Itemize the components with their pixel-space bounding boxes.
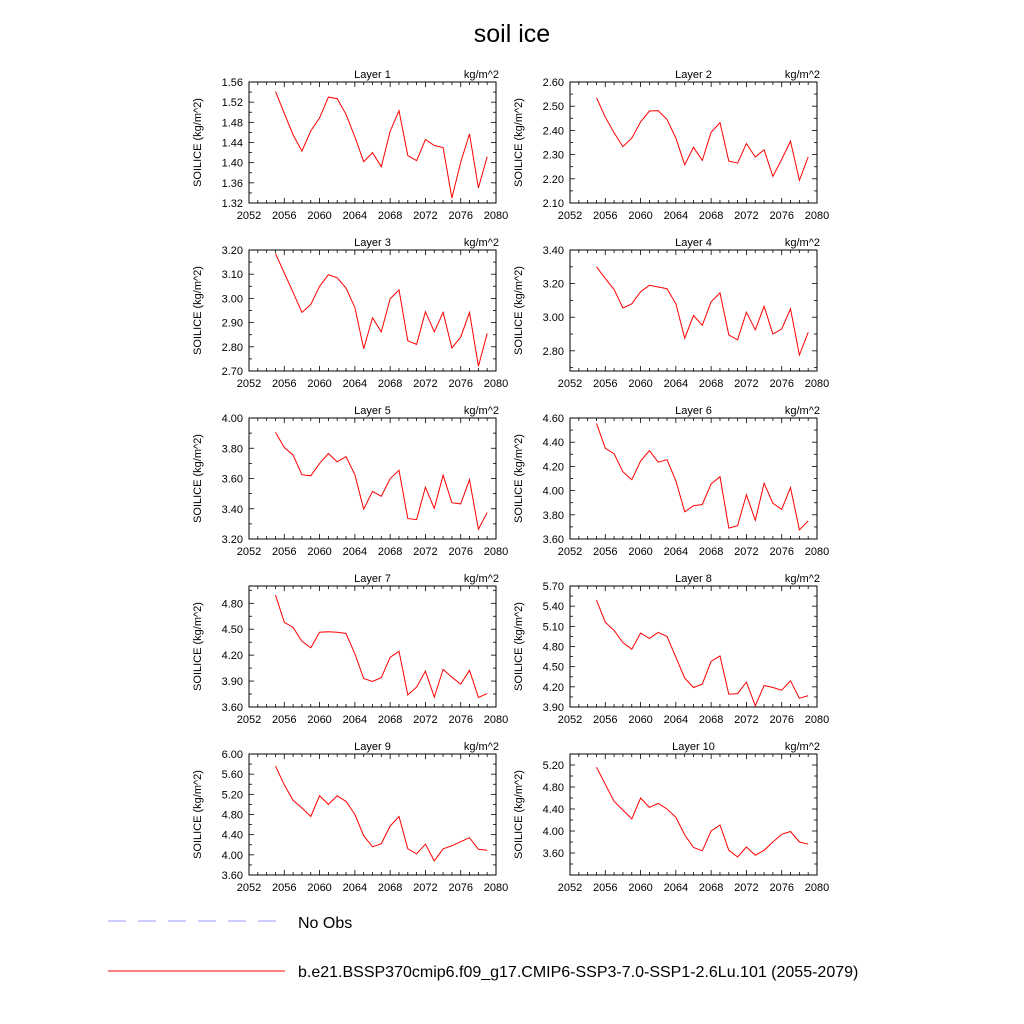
x-tick-label: 2052 [236, 210, 262, 222]
panel-units: kg/m^2 [463, 573, 499, 585]
y-tick-label: 4.40 [542, 804, 564, 816]
panel-layer-10 [513, 741, 829, 894]
y-tick-label: 3.90 [221, 676, 243, 689]
x-tick-label: 2068 [377, 714, 403, 726]
y-tick-label: 5.60 [221, 769, 243, 782]
y-tick-label: 3.80 [542, 509, 564, 522]
y-tick-label: 1.36 [221, 177, 243, 190]
x-tick-label: 2052 [557, 378, 583, 390]
x-tick-label: 2076 [769, 210, 794, 222]
series-line-model [276, 595, 488, 697]
series-line-model [597, 767, 809, 857]
y-axis-label: SOILICE (kg/m^2) [513, 770, 525, 859]
x-tick-label: 2080 [804, 378, 830, 390]
x-tick-label: 2052 [557, 210, 583, 222]
y-tick-label: 1.32 [221, 198, 243, 210]
y-tick-label: 4.20 [542, 681, 564, 694]
y-tick-label: 4.80 [221, 809, 243, 822]
x-tick-label: 2076 [448, 546, 473, 558]
y-tick-label: 1.52 [221, 97, 243, 110]
y-tick-label: 1.48 [221, 117, 243, 130]
y-tick-label: 4.80 [221, 598, 243, 611]
y-tick-label: 3.90 [542, 702, 564, 714]
y-tick-label: 2.70 [221, 366, 243, 378]
panel-units: kg/m^2 [463, 741, 499, 753]
panel-units: kg/m^2 [463, 237, 499, 249]
x-tick-label: 2060 [307, 882, 332, 894]
y-tick-label: 5.70 [542, 581, 564, 593]
x-tick-label: 2060 [628, 210, 653, 222]
x-tick-label: 2072 [413, 714, 438, 726]
series-line-model [276, 766, 488, 861]
y-tick-label: 4.50 [542, 661, 564, 674]
x-tick-label: 2064 [663, 210, 689, 222]
plot-frame [249, 82, 496, 203]
y-tick-label: 3.20 [542, 278, 564, 291]
x-tick-label: 2068 [698, 378, 724, 390]
y-axis-label: SOILICE (kg/m^2) [192, 266, 204, 355]
panel-units: kg/m^2 [784, 405, 820, 417]
plot-frame [249, 250, 496, 371]
panel-units: kg/m^2 [784, 69, 820, 81]
y-tick-label: 2.30 [542, 149, 564, 162]
x-tick-label: 2072 [734, 882, 759, 894]
plot-frame [249, 418, 496, 539]
x-tick-label: 2072 [734, 210, 759, 222]
y-tick-label: 4.40 [542, 437, 564, 450]
plot-frame [570, 418, 817, 539]
y-tick-label: 3.20 [221, 245, 243, 257]
x-tick-label: 2076 [448, 210, 473, 222]
x-tick-label: 2072 [413, 210, 438, 222]
panel-layer-5 [192, 405, 508, 558]
y-tick-label: 2.40 [542, 125, 564, 138]
x-tick-label: 2076 [448, 378, 473, 390]
x-tick-label: 2068 [377, 210, 403, 222]
x-tick-label: 2060 [307, 546, 332, 558]
x-tick-label: 2060 [628, 546, 653, 558]
x-tick-label: 2076 [769, 882, 794, 894]
x-tick-label: 2080 [483, 882, 509, 894]
y-tick-label: 3.10 [221, 269, 243, 282]
plot-frame [570, 586, 817, 707]
panel-title: Layer 5 [354, 405, 391, 417]
x-tick-label: 2080 [804, 210, 830, 222]
panel-title: Layer 7 [354, 573, 391, 585]
x-tick-label: 2060 [628, 714, 653, 726]
y-tick-label: 3.40 [542, 245, 564, 257]
x-tick-label: 2072 [413, 546, 438, 558]
x-tick-label: 2080 [804, 714, 830, 726]
x-tick-label: 2064 [663, 882, 689, 894]
y-axis-label: SOILICE (kg/m^2) [513, 266, 525, 355]
panel-grid [192, 69, 829, 894]
panel-title: Layer 6 [675, 405, 712, 417]
figure-title: soil ice [473, 20, 551, 48]
x-tick-label: 2080 [483, 714, 509, 726]
y-tick-label: 4.20 [542, 461, 564, 474]
panel-title: Layer 1 [354, 69, 391, 81]
series-line-model [597, 98, 809, 181]
plot-frame [570, 250, 817, 371]
y-tick-label: 3.60 [542, 848, 564, 860]
y-tick-label: 6.00 [221, 749, 243, 761]
panel-title: Layer 9 [354, 741, 391, 753]
plot-frame [249, 586, 496, 707]
x-tick-label: 2080 [483, 546, 509, 558]
x-tick-label: 2076 [448, 714, 473, 726]
x-tick-label: 2076 [769, 378, 794, 390]
y-tick-label: 2.80 [542, 345, 564, 358]
y-tick-label: 4.20 [221, 650, 243, 663]
x-tick-label: 2068 [698, 210, 724, 222]
y-tick-label: 2.10 [542, 198, 564, 210]
y-axis-label: SOILICE (kg/m^2) [192, 434, 204, 523]
x-tick-label: 2060 [628, 378, 653, 390]
x-tick-label: 2056 [272, 546, 297, 558]
x-tick-label: 2068 [377, 378, 403, 390]
x-tick-label: 2068 [698, 546, 724, 558]
x-tick-label: 2052 [236, 378, 262, 390]
x-tick-label: 2060 [307, 378, 332, 390]
series-line-model [276, 92, 488, 198]
x-tick-label: 2056 [593, 714, 618, 726]
y-tick-label: 3.60 [542, 534, 564, 546]
panel-layer-1 [192, 69, 508, 222]
x-tick-label: 2072 [734, 378, 759, 390]
y-tick-label: 1.40 [221, 157, 243, 170]
x-tick-label: 2076 [769, 714, 794, 726]
x-tick-label: 2064 [342, 210, 368, 222]
x-tick-label: 2080 [804, 546, 830, 558]
y-tick-label: 4.50 [221, 624, 243, 637]
panel-layer-7 [192, 573, 508, 726]
x-tick-label: 2072 [734, 546, 759, 558]
y-tick-label: 2.80 [221, 341, 243, 354]
y-axis-label: SOILICE (kg/m^2) [192, 98, 204, 187]
x-tick-label: 2068 [698, 882, 724, 894]
series-line-model [597, 423, 809, 530]
y-tick-label: 5.20 [542, 760, 564, 772]
y-tick-label: 4.00 [221, 849, 243, 862]
panel-layer-4 [513, 237, 829, 390]
x-tick-label: 2060 [307, 714, 332, 726]
y-tick-label: 3.00 [542, 312, 564, 325]
y-tick-label: 4.00 [221, 413, 243, 425]
legend-label-model: b.e21.BSSP370cmip6.f09_g17.CMIP6-SSP3-7.0-SSP1-2.6Lu.101 (2055-2079) [298, 964, 859, 981]
panel-title: Layer 8 [675, 573, 712, 585]
y-tick-label: 3.80 [221, 443, 243, 456]
x-tick-label: 2068 [698, 714, 724, 726]
y-tick-label: 1.56 [221, 77, 243, 89]
y-tick-label: 1.44 [221, 137, 243, 150]
y-tick-label: 4.00 [542, 485, 564, 498]
panel-layer-6 [513, 405, 829, 558]
x-tick-label: 2080 [804, 882, 830, 894]
y-tick-label: 3.00 [221, 293, 243, 306]
x-tick-label: 2072 [413, 882, 438, 894]
panel-units: kg/m^2 [784, 237, 820, 249]
y-tick-label: 5.20 [221, 789, 243, 802]
y-tick-label: 5.40 [542, 601, 564, 614]
panel-title: Layer 10 [672, 741, 715, 753]
x-tick-label: 2072 [734, 714, 759, 726]
panel-title: Layer 2 [675, 69, 712, 81]
y-axis-label: SOILICE (kg/m^2) [513, 98, 525, 187]
legend [108, 915, 858, 981]
panel-units: kg/m^2 [784, 573, 820, 585]
y-tick-label: 5.10 [542, 621, 564, 634]
x-tick-label: 2064 [663, 546, 689, 558]
y-tick-label: 2.20 [542, 173, 564, 186]
series-line-model [597, 267, 809, 355]
panel-title: Layer 4 [675, 237, 712, 249]
y-tick-label: 4.40 [221, 829, 243, 842]
x-tick-label: 2064 [342, 546, 368, 558]
y-tick-label: 2.50 [542, 101, 564, 114]
series-line-model [276, 254, 488, 367]
x-tick-label: 2056 [272, 714, 297, 726]
y-tick-label: 4.80 [542, 641, 564, 654]
y-tick-label: 4.00 [542, 826, 564, 838]
y-tick-label: 4.80 [542, 782, 564, 794]
plot-frame [249, 754, 496, 875]
x-tick-label: 2052 [236, 714, 262, 726]
y-axis-label: SOILICE (kg/m^2) [192, 770, 204, 859]
x-tick-label: 2064 [663, 714, 689, 726]
x-tick-label: 2056 [272, 378, 297, 390]
x-tick-label: 2056 [593, 546, 618, 558]
x-tick-label: 2056 [593, 882, 618, 894]
y-tick-label: 4.60 [542, 413, 564, 425]
legend-label-obs: No Obs [298, 915, 353, 932]
panel-units: kg/m^2 [463, 69, 499, 81]
y-tick-label: 3.60 [221, 702, 243, 714]
x-tick-label: 2064 [342, 378, 368, 390]
y-tick-label: 3.60 [221, 473, 243, 486]
x-tick-label: 2052 [236, 882, 262, 894]
y-axis-label: SOILICE (kg/m^2) [192, 602, 204, 691]
y-axis-label: SOILICE (kg/m^2) [513, 602, 525, 691]
x-tick-label: 2060 [307, 210, 332, 222]
y-tick-label: 3.20 [221, 534, 243, 546]
panel-layer-2 [513, 69, 829, 222]
x-tick-label: 2056 [272, 882, 297, 894]
panel-units: kg/m^2 [784, 741, 820, 753]
x-tick-label: 2056 [593, 378, 618, 390]
x-tick-label: 2072 [413, 378, 438, 390]
x-tick-label: 2052 [557, 546, 583, 558]
series-line-model [276, 432, 488, 529]
panel-layer-8 [513, 573, 829, 726]
x-tick-label: 2052 [557, 882, 583, 894]
plot-frame [570, 754, 817, 875]
x-tick-label: 2060 [628, 882, 653, 894]
x-tick-label: 2068 [377, 546, 403, 558]
x-tick-label: 2064 [342, 882, 368, 894]
x-tick-label: 2056 [272, 210, 297, 222]
x-tick-label: 2052 [557, 714, 583, 726]
y-tick-label: 2.60 [542, 77, 564, 89]
x-tick-label: 2064 [342, 714, 368, 726]
y-tick-label: 3.40 [221, 503, 243, 516]
panel-layer-3 [192, 237, 508, 390]
x-tick-label: 2080 [483, 210, 509, 222]
panel-title: Layer 3 [354, 237, 391, 249]
plot-frame [570, 82, 817, 203]
y-tick-label: 2.90 [221, 317, 243, 330]
x-tick-label: 2068 [377, 882, 403, 894]
panel-layer-9 [192, 741, 508, 894]
x-tick-label: 2052 [236, 546, 262, 558]
y-axis-label: SOILICE (kg/m^2) [513, 434, 525, 523]
x-tick-label: 2064 [663, 378, 689, 390]
x-tick-label: 2076 [769, 546, 794, 558]
x-tick-label: 2056 [593, 210, 618, 222]
series-line-model [597, 600, 809, 706]
x-tick-label: 2076 [448, 882, 473, 894]
y-tick-label: 3.60 [221, 870, 243, 882]
x-tick-label: 2080 [483, 378, 509, 390]
panel-units: kg/m^2 [463, 405, 499, 417]
